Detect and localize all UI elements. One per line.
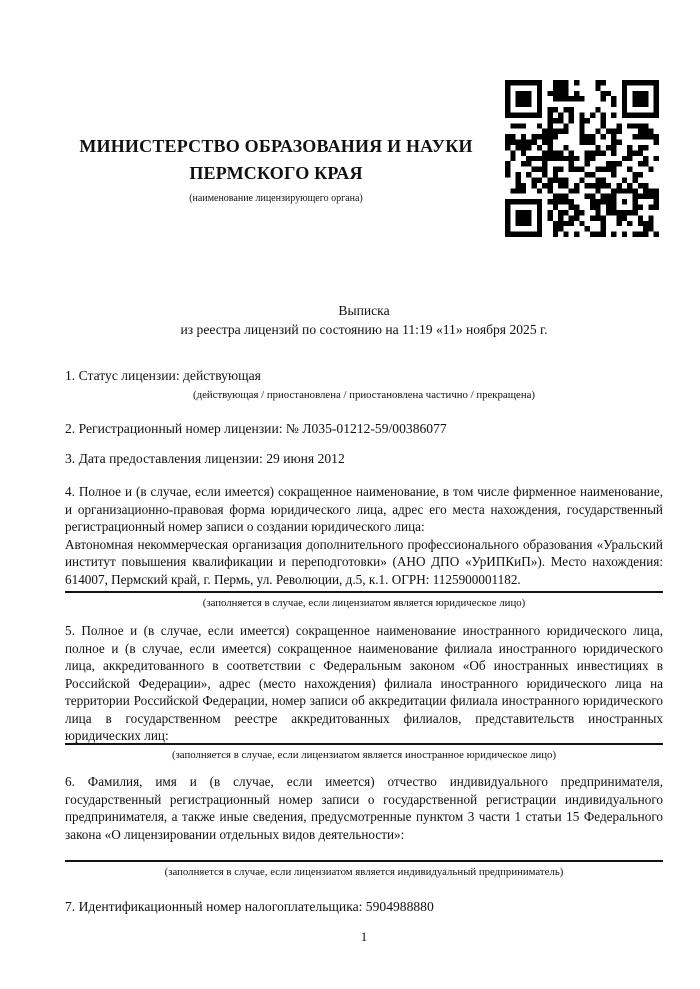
field-grant-date <box>65 450 663 468</box>
field-taxpayer-id <box>65 898 663 916</box>
page-number: 1 <box>360 929 368 944</box>
field-license-status <box>65 367 663 402</box>
legal-entity-value: Автономная некоммерческая организация дополнительного профессионального образования «Уральский институт повышения квалификации и переподготовки» (АНО ДПО «УрИПКиП»). Место нахождения: 614007, Пермский край, г. Пермь, ул. Революции, д.5, к.1. ОГРН: 1125900001182. <box>65 536 663 587</box>
individual-entrepreneur-label: 6. Фамилия, имя и (в случае, если имеется) отчество индивидуального предпринимателя, государственный регистрационный номер записи о государственной регистрации индивидуального предпринимателя, а также иные сведения, предусмотренные пунктом 3 части 1 статьи 15 Федерального закона «О лицензировании отдельных видов деятельности»: <box>65 774 663 842</box>
individual-entrepreneur-underline <box>65 860 663 862</box>
individual-entrepreneur-underline-block <box>65 860 663 879</box>
foreign-entity-caption: (заполняется в случае, если лицензиатом является иностранное юридическое лицо) <box>171 749 557 761</box>
licensing-authority-caption: (наименование лицензирующего органа) <box>189 193 363 204</box>
legal-entity-label: 4. Полное и (в случае, если имеется) сокращенное наименование, в том числе фирменное наименование, и организационно-правовая форма юридического лица, адрес его места нахождения, государственный регистрационный номер записи о создании юридического лица: <box>65 484 663 534</box>
document-title-line1: Выписка <box>338 303 390 318</box>
grant-date-text: 3. Дата предоставления лицензии: 29 июня 2012 <box>65 451 345 466</box>
taxpayer-id-text: 7. Идентификационный номер налогоплательщика: 5904988880 <box>65 899 434 914</box>
ministry-name <box>56 133 496 187</box>
field-registration-number <box>65 420 663 438</box>
foreign-entity-label: 5. Полное и (в случае, если имеется) сокращенное наименование иностранного юридического лица, полное и (в случае, если имеется) сокращенное наименование филиала иностранного юридического лица, аккредитованного в соответствии с Федеральным законом «Об иностранных инвестициях в Российской Федерации», адрес (место нахождения) филиала иностранного юридического лица на территории Российской Федерации, номер записи об аккредитации филиала иностранного юридического лица в государственном реестре аккредитованных филиалов, представительств иностранных юридических лиц: <box>65 623 663 743</box>
license-status-options-caption: (действующая / приостановлена / приостановлена частично / прекращена) <box>193 389 535 401</box>
license-status-text: 1. Статус лицензии: действующая <box>65 368 261 383</box>
ministry-name-line1: МИНИСТЕРСТВО ОБРАЗОВАНИЯ И НАУКИ <box>79 136 473 156</box>
individual-entrepreneur-caption: (заполняется в случае, если лицензиатом является индивидуальный предприниматель) <box>164 866 564 878</box>
legal-entity-underline <box>65 591 663 593</box>
document-title-line2: из реестра лицензий по состоянию на 11:19 «11» ноября 2025 г. <box>180 322 548 337</box>
registration-number-text: 2. Регистрационный номер лицензии: № Л035-01212-59/00386077 <box>65 421 447 436</box>
field-legal-entity <box>65 483 663 588</box>
ministry-header <box>56 133 496 205</box>
foreign-entity-underline-block <box>65 743 663 762</box>
field-foreign-entity <box>65 622 663 745</box>
document-title <box>65 301 663 339</box>
legal-entity-underline-block <box>65 591 663 610</box>
ministry-name-line2: ПЕРМСКОГО КРАЯ <box>189 163 363 183</box>
qr-code-icon <box>505 80 659 237</box>
legal-entity-caption: (заполняется в случае, если лицензиатом является юридическое лицо) <box>202 597 526 609</box>
foreign-entity-underline <box>65 743 663 745</box>
field-individual-entrepreneur <box>65 773 663 843</box>
